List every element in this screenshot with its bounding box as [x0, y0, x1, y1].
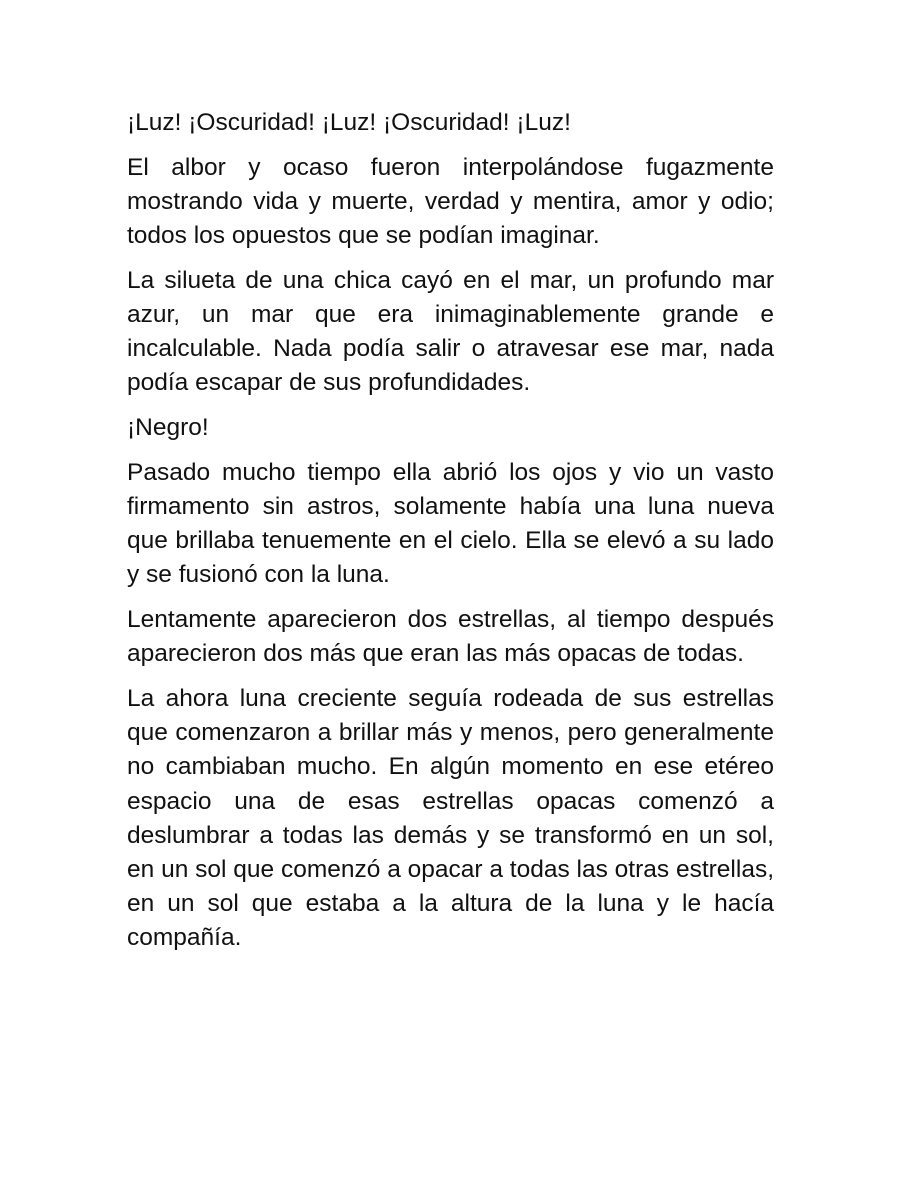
- paragraph-2: El albor y ocaso fueron interpolándose fugazmente mostrando vida y muerte, verdad y mentira, amor y odio; todos los opuestos que se podían imaginar.: [127, 153, 774, 250]
- paragraph-5: Pasado mucho tiempo ella abrió los ojos y vio un vasto firmamento sin astros, solamente había una luna nueva que brillaba tenuemente en el cielo. Ella se elevó a su lado y se fusionó con la luna.: [127, 458, 774, 589]
- paragraph-7: La ahora luna creciente seguía rodeada de sus estrellas que comenzaron a brillar más y menos, pero generalmente no cambiaban mucho. En algún momento en ese etéreo espacio una de esas estrellas opacas comenzó a deslumbrar a todas las demás y se transformó en un sol, en un sol que comenzó a opacar a todas las otras estrellas, en un sol que estaba a la altura de la luna y le hacía compañía.: [127, 685, 774, 952]
- paragraph-1: ¡Luz! ¡Oscuridad! ¡Luz! ¡Oscuridad! ¡Luz!: [127, 109, 571, 136]
- paragraph-3: La silueta de una chica cayó en el mar, un profundo mar azur, un mar que era inimaginablemente grande e incalculable. Nada podía salir o atravesar ese mar, nada podía escapar de sus profundidades.: [127, 266, 774, 397]
- paragraph-6: Lentamente aparecieron dos estrellas, al tiempo después aparecieron dos más que eran las más opacas de todas.: [127, 606, 774, 668]
- paragraph-4: ¡Negro!: [127, 414, 209, 442]
- text-body: [127, 106, 774, 966]
